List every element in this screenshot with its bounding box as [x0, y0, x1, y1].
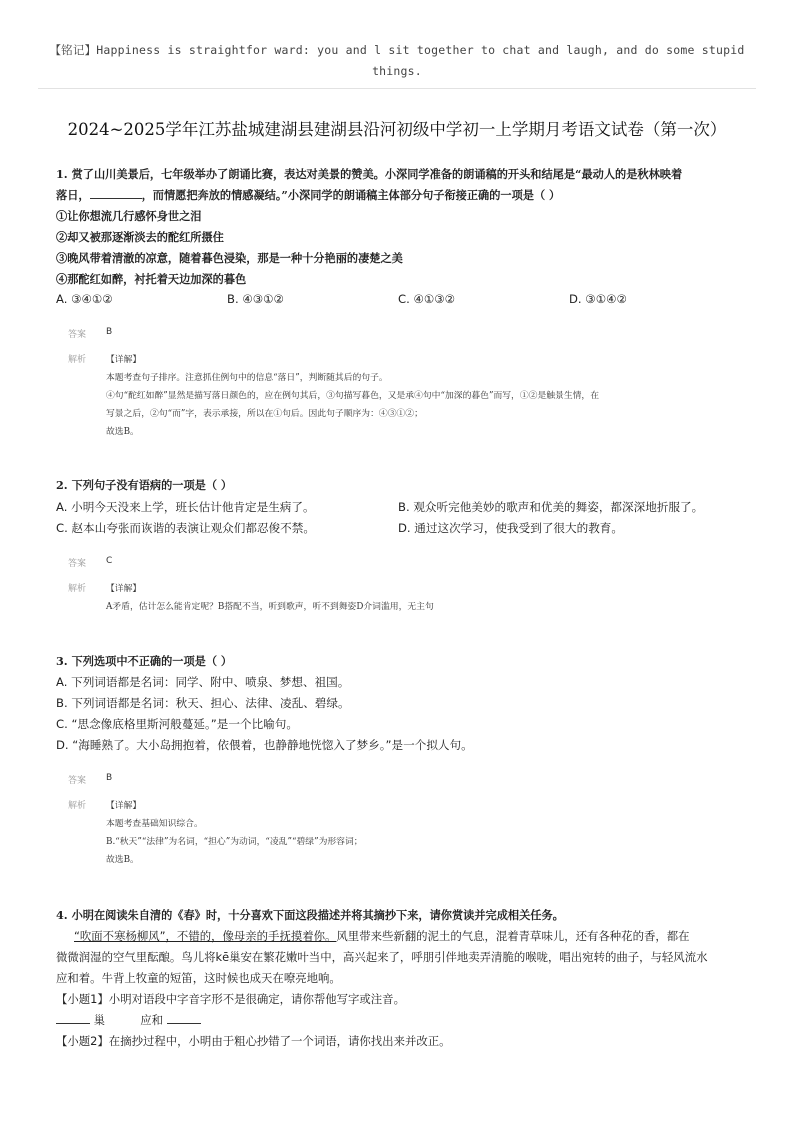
q3-answer-value: B	[106, 773, 113, 783]
q3-answer-label: 答案	[68, 776, 87, 786]
q2-analysis-label: 解析	[68, 584, 87, 594]
q3-analysis-line: 【详解】	[106, 801, 142, 811]
q3-analysis-line: B.“秋天”“法律”为名词，“担心”为动词，“凌乱”“碧绿”为形容词；	[106, 837, 363, 847]
header-motto: 【铭记】Happiness is straightfor ward: you and l sit together to chat and laugh, and do some stupid things.	[49, 43, 745, 78]
q3-option-a: A. 下列词语都是名词：同学、附中、喷泉、梦想、祖国。	[56, 675, 350, 689]
q2-option-a: A. 小明今天没来上学，班长估计他肯定是生病了。	[56, 500, 315, 514]
q1-analysis-label: 解析	[68, 355, 87, 365]
q2-answer-label: 答案	[68, 559, 87, 569]
q2-answer-value: C	[106, 556, 113, 566]
q2-analysis-line: A矛盾，估计怎么能肯定呢？B搭配不当，听到歌声，听不到舞姿D介词滥用，无主句	[106, 602, 434, 612]
q3-analysis-line: 故选B。	[106, 855, 139, 865]
q1-option-a: A. ③④①②	[56, 292, 113, 306]
q2-option-d: D. 通过这次学习，使我受到了很大的教育。	[398, 521, 623, 535]
q4-passage-line2: 微微润湿的空气里酝酿。鸟儿将kē巢安在繁花嫩叶当中，高兴起来了，呼朋引伴地卖弄清脆的喉咙，唱出宛转的曲子，与轻风流水	[56, 950, 708, 964]
q1-answer-value: B	[106, 327, 113, 337]
q1-analysis-line: 本题考查句子排序。注意抓住例句中的信息“落日”，判断随其后的句子。	[106, 373, 388, 383]
header-divider	[38, 88, 756, 89]
page-title: 2024~2025学年江苏盐城建湖县建湖县沿河初级中学初一上学期月考语文试卷（第一次）	[67, 120, 727, 139]
q4-sub1-blanks	[56, 1012, 201, 1028]
q1-blank	[90, 188, 142, 199]
q1-stem-line2-start: 落日，	[56, 188, 90, 202]
q3-analysis-label: 解析	[68, 801, 87, 811]
q1-option-d: D. ③①④②	[569, 292, 627, 306]
q1-answer-label: 答案	[68, 330, 87, 340]
q1-sentence-1: ①让你想流几行感怀身世之泪	[56, 209, 202, 223]
q1-stem-line2	[56, 187, 560, 203]
q1-analysis-line: 写景之后，②句“而”字，表示承接，所以在①句后。因此句子顺序为：④③①②；	[106, 409, 423, 419]
q1-stem-line1: 1. 赏了山川美景后，七年级举办了朗诵比赛，表达对美景的赞美。小深同学准备的朗诵稿的开头和结尾是“最动人的是秋林映着	[56, 167, 683, 181]
q1-stem-line2-end: ，而情愿把奔放的情感凝结。”小深同学的朗诵稿主体部分句子衔接正确的一项是（ ）	[141, 188, 561, 202]
q4-stem: 4. 小明在阅读朱自清的《春》时，十分喜欢下面这段描述并将其摘抄下来，请你赏读并完成相关任务。	[56, 908, 564, 922]
q4-sub1: 【小题1】小明对语段中字音字形不是很确定，请你帮他写字或注音。	[56, 992, 405, 1006]
q3-option-b: B. 下列词语都是名词：秋天、担心、法律、凌乱、碧绿。	[56, 696, 350, 710]
q1-sentence-2: ②却又被那逐渐淡去的酡红所摄住	[56, 230, 224, 244]
q4-passage-underlined: “吹面不寒杨柳风”，不错的，像母亲的手抚摸着你。	[74, 929, 337, 943]
q4-passage-line1-rest: 风里带来些新翻的泥土的气息，混着青草味儿，还有各种花的香，都在	[336, 929, 690, 943]
q4-passage-line3: 应和着。牛背上牧童的短笛，这时候也成天在嘹亮地响。	[56, 971, 341, 985]
q4-blank-2[interactable]	[167, 1013, 201, 1024]
q3-analysis-line: 本题考查基础知识综合。	[106, 819, 203, 829]
q1-option-c: C. ④①③②	[398, 292, 456, 306]
q1-analysis-line: 【详解】	[106, 355, 142, 365]
q3-option-c: C. “思念像底格里斯河般蔓延。”是一个比喻句。	[56, 717, 298, 731]
q1-option-b: B. ④③①②	[227, 292, 284, 306]
q1-analysis-line: 故选B。	[106, 427, 139, 437]
q4-blank-2-word: 应和	[140, 1013, 164, 1027]
q1-sentence-3: ③晚风带着清澈的凉意，随着暮色浸染，那是一种十分艳丽的凄楚之美	[56, 251, 403, 265]
q2-option-b: B. 观众听完他美妙的歌声和优美的舞姿，都深深地折服了。	[398, 500, 704, 514]
q3-stem: 3. 下列选项中不正确的一项是（ ）	[56, 654, 233, 668]
q2-analysis-line: 【详解】	[106, 584, 142, 594]
q4-passage-line1	[74, 928, 690, 944]
q3-option-d: D. “海睡熟了。大小岛拥抱着，依偎着，也静静地恍惚入了梦乡。”是一个拟人句。	[56, 738, 473, 752]
q4-blank-1[interactable]	[56, 1013, 90, 1024]
q1-analysis-line: ④句“酡红如醉”显然是描写落日颜色的，应在例句其后，③句描写暮色，又是承④句中“加深的暮色”而写，①②是触景生情，在	[106, 391, 600, 401]
q4-sub2: 【小题2】在摘抄过程中，小明由于粗心抄错了一个词语，请你找出来并改正。	[56, 1034, 451, 1048]
q1-sentence-4: ④那酡红如醉，衬托着天边加深的暮色	[56, 272, 247, 286]
q2-option-c: C. 赵本山夸张而诙谐的表演让观众们都忍俊不禁。	[56, 521, 315, 535]
q4-blank-1-word: 巢	[93, 1013, 106, 1027]
q2-stem: 2. 下列句子没有语病的一项是（ ）	[56, 478, 233, 492]
